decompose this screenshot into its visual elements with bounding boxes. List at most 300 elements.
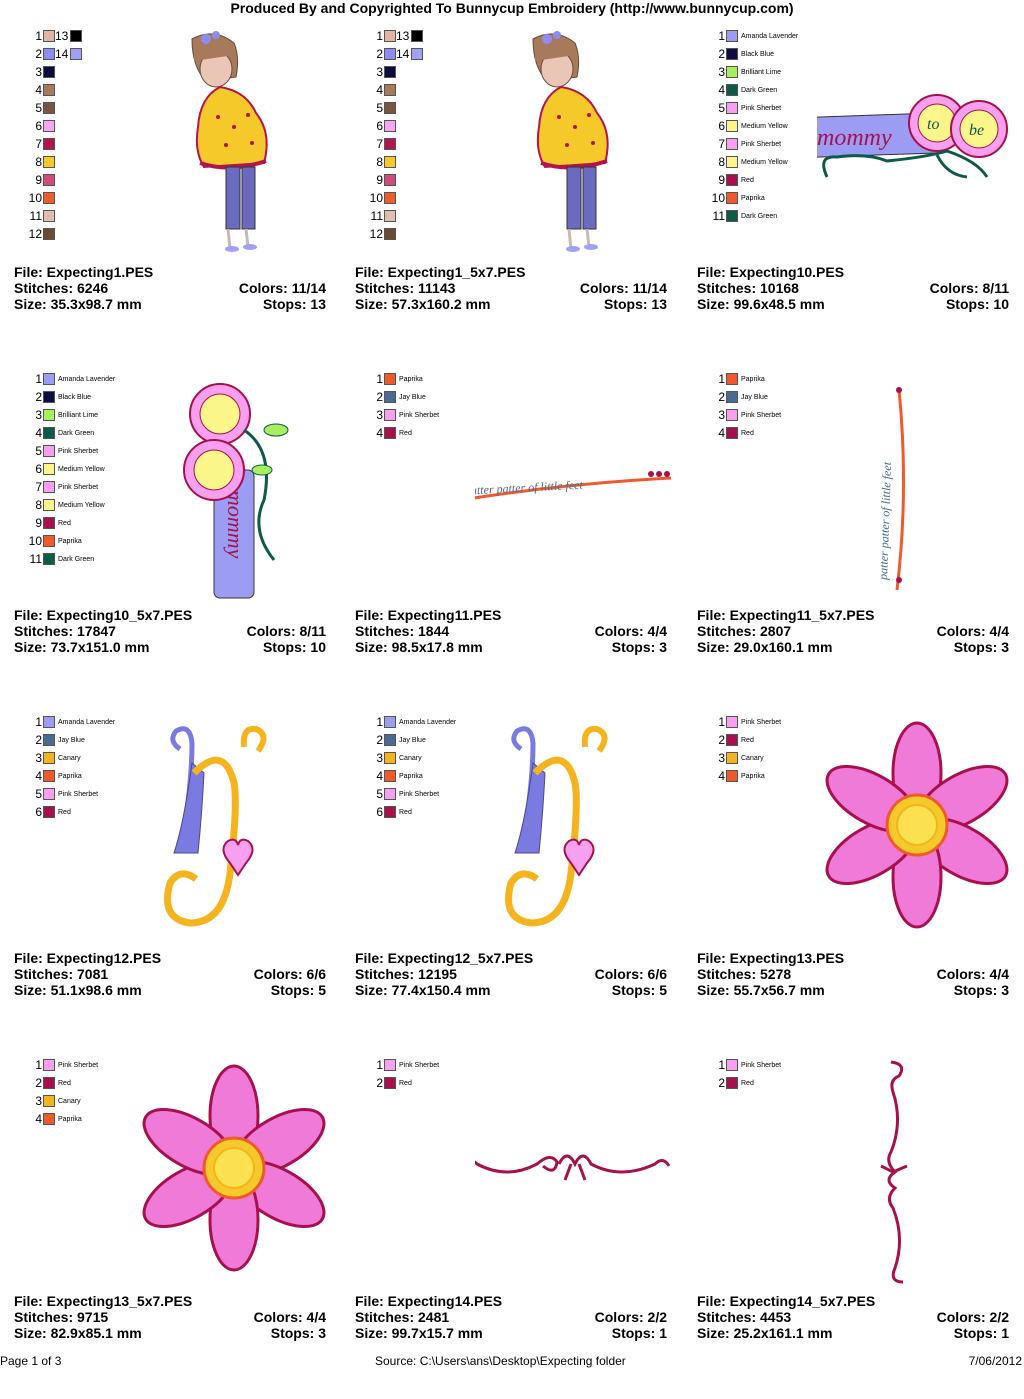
design-preview — [475, 713, 675, 943]
size-label: Size: — [355, 982, 392, 998]
design-preview — [134, 1056, 334, 1286]
thread-name: Red — [741, 177, 754, 184]
stops-label: Stops: — [611, 982, 660, 998]
thread-swatch — [70, 48, 82, 60]
thread-number: 1 — [376, 715, 383, 729]
thread-swatch — [384, 228, 396, 240]
phrase-vertical — [876, 387, 904, 590]
thread-swatch — [726, 120, 738, 132]
thread-swatch — [411, 30, 423, 42]
thread-number: 3 — [718, 408, 725, 422]
file-name: Expecting14_5x7.PES — [729, 1293, 876, 1309]
stops-label: Stops: — [611, 639, 660, 655]
source-path: Source: C:\Users\ans\Desktop\Expecting folder — [375, 1354, 626, 1368]
thread-number: 6 — [718, 119, 725, 133]
stop-count: 10 — [310, 639, 326, 655]
thread-number: 4 — [376, 426, 383, 440]
thread-swatch — [384, 1077, 396, 1089]
thread-name: Amanda Lavender — [399, 719, 457, 726]
file-name: Expecting12_5x7.PES — [387, 950, 534, 966]
thread-number: 2 — [35, 1076, 42, 1090]
thread-swatch — [43, 210, 55, 222]
thread-swatch — [43, 553, 55, 565]
thread-number: 1 — [35, 715, 42, 729]
thread-swatch — [726, 102, 738, 114]
thread-name: Amanda Lavender — [741, 33, 799, 40]
monogram-letter — [168, 729, 264, 923]
thread-number: 12 — [28, 227, 42, 241]
file-label: File: — [14, 950, 47, 966]
stitch-count: 1844 — [418, 623, 450, 639]
thread-number: 7 — [35, 137, 42, 151]
thread-name: Jay Blue — [399, 394, 426, 401]
thread-swatch — [43, 373, 55, 385]
thread-number: 1 — [718, 715, 725, 729]
thread-swatch — [384, 192, 396, 204]
design-preview — [475, 370, 675, 600]
thread-swatch — [726, 734, 738, 746]
design-size: 57.3x160.2 mm — [391, 296, 491, 312]
design-info — [14, 1293, 334, 1341]
girl-figure — [533, 31, 608, 252]
thread-number: 3 — [718, 65, 725, 79]
thread-name: Medium Yellow — [741, 123, 788, 130]
thread-name: Dark Green — [58, 556, 95, 563]
thread-swatch — [43, 156, 55, 168]
thread-swatch — [384, 752, 396, 764]
thread-name: Red — [399, 430, 412, 437]
size-label: Size: — [14, 639, 51, 655]
file-label: File: — [355, 607, 388, 623]
thread-swatch — [384, 770, 396, 782]
design-preview — [134, 713, 334, 943]
thread-swatch — [43, 30, 55, 42]
design-size: 73.7x151.0 mm — [50, 639, 150, 655]
file-label: File: — [697, 264, 730, 280]
colors-label: Colors: — [579, 280, 633, 296]
color-count: 11/14 — [632, 280, 667, 296]
design-size: 98.5x17.8 mm — [391, 639, 483, 655]
file-name: Expecting14.PES — [387, 1293, 503, 1309]
size-label: Size: — [697, 1325, 734, 1341]
size-label: Size: — [697, 639, 734, 655]
stops-label: Stops: — [262, 296, 311, 312]
thread-number: 1 — [718, 1058, 725, 1072]
thread-swatch — [384, 138, 396, 150]
thread-swatch — [43, 499, 55, 511]
stop-count: 3 — [1001, 982, 1009, 998]
thread-swatch — [384, 210, 396, 222]
thread-swatch — [43, 391, 55, 403]
design-info — [355, 607, 675, 655]
thread-swatch — [384, 788, 396, 800]
thread-number: 5 — [35, 101, 42, 115]
thread-swatch — [726, 192, 738, 204]
stitch-count: 11143 — [418, 280, 456, 296]
design-cell — [697, 27, 1017, 370]
design-info — [14, 264, 334, 312]
thread-name: Red — [741, 430, 754, 437]
thread-number: 6 — [376, 119, 383, 133]
thread-name: Brilliant Lime — [741, 69, 782, 76]
thread-name: Pink Sherbet — [741, 719, 782, 726]
file-label: File: — [355, 1293, 388, 1309]
colors-label: Colors: — [594, 623, 648, 639]
thread-swatch — [384, 716, 396, 728]
thread-swatch — [384, 84, 396, 96]
thread-swatch — [43, 84, 55, 96]
thread-name: Dark Green — [741, 87, 778, 94]
file-name: Expecting13.PES — [729, 950, 845, 966]
thread-swatch — [43, 66, 55, 78]
thread-name: Pink Sherbet — [58, 791, 99, 798]
color-count: 8/11 — [982, 280, 1009, 296]
colors-label: Colors: — [936, 1309, 990, 1325]
design-cell — [14, 713, 334, 1056]
thread-swatch — [384, 48, 396, 60]
thread-swatch — [43, 1077, 55, 1089]
thread-swatch — [43, 174, 55, 186]
thread-number: 11 — [712, 209, 725, 223]
color-count: 4/4 — [306, 1309, 326, 1325]
svg-text:to: to — [927, 116, 940, 133]
file-name: Expecting10_5x7.PES — [46, 607, 193, 623]
design-preview — [134, 27, 334, 257]
stitches-label: Stitches: — [355, 966, 419, 982]
stop-count: 1 — [659, 1325, 667, 1341]
bow-border-horizontal — [475, 1156, 669, 1180]
stitch-count: 9715 — [77, 1309, 109, 1325]
thread-number: 3 — [35, 65, 42, 79]
thread-swatch — [43, 788, 55, 800]
design-cell — [697, 1056, 1017, 1399]
thread-name: Paprika — [58, 773, 82, 780]
thread-swatch — [726, 66, 738, 78]
thread-name: Amanda Lavender — [58, 719, 116, 726]
thread-number: 11 — [29, 552, 42, 566]
thread-number: 14 — [396, 47, 410, 61]
thread-swatch — [43, 535, 55, 547]
thread-swatch — [726, 409, 738, 421]
thread-number: 10 — [369, 191, 383, 205]
thread-number: 1 — [35, 29, 42, 43]
stops-label: Stops: — [953, 1325, 1002, 1341]
file-name: Expecting10.PES — [729, 264, 845, 280]
thread-number: 3 — [376, 751, 383, 765]
design-size: 51.1x98.6 mm — [50, 982, 142, 998]
thread-name: Jay Blue — [741, 394, 768, 401]
thread-name: Paprika — [741, 773, 765, 780]
colors-label: Colors: — [246, 623, 300, 639]
thread-number: 7 — [35, 480, 42, 494]
stops-label: Stops: — [270, 1325, 319, 1341]
thread-swatch — [726, 391, 738, 403]
thread-swatch — [726, 48, 738, 60]
thread-number: 1 — [35, 372, 42, 386]
design-cell — [14, 27, 334, 370]
thread-number: 2 — [376, 47, 383, 61]
thread-name: Pink Sherbet — [58, 448, 99, 455]
thread-swatch — [384, 734, 396, 746]
file-name: Expecting11.PES — [387, 607, 502, 623]
color-count: 4/4 — [989, 623, 1009, 639]
thread-number: 12 — [369, 227, 383, 241]
stops-label: Stops: — [262, 639, 311, 655]
stop-count: 3 — [1001, 639, 1009, 655]
design-info — [355, 950, 675, 998]
stops-label: Stops: — [603, 296, 652, 312]
stops-label: Stops: — [953, 982, 1002, 998]
flower — [134, 1066, 334, 1270]
monogram-letter — [509, 729, 605, 923]
thread-name: Red — [58, 520, 71, 527]
file-name: Expecting13_5x7.PES — [46, 1293, 193, 1309]
thread-number: 1 — [718, 29, 725, 43]
color-count: 4/4 — [647, 623, 667, 639]
stitches-label: Stitches: — [14, 280, 78, 296]
thread-swatch — [43, 463, 55, 475]
thread-swatch — [726, 752, 738, 764]
thread-name: Amanda Lavender — [58, 376, 116, 383]
thread-swatch — [43, 1095, 55, 1107]
thread-name: Red — [58, 1080, 71, 1087]
color-count: 2/2 — [647, 1309, 667, 1325]
file-label: File: — [355, 264, 388, 280]
thread-swatch — [726, 210, 738, 222]
thread-number: 2 — [376, 390, 383, 404]
thread-name: Pink Sherbet — [58, 484, 99, 491]
thread-number: 2 — [718, 1076, 725, 1090]
size-label: Size: — [14, 1325, 51, 1341]
thread-swatch — [726, 1059, 738, 1071]
thread-swatch — [43, 192, 55, 204]
stops-label: Stops: — [953, 639, 1002, 655]
thread-number: 6 — [376, 805, 383, 819]
design-info — [355, 1293, 675, 1341]
thread-name: Pink Sherbet — [741, 412, 782, 419]
color-count: 8/11 — [299, 623, 326, 639]
thread-number: 9 — [718, 173, 725, 187]
stops-label: Stops: — [945, 296, 994, 312]
thread-number: 5 — [35, 787, 42, 801]
design-preview — [475, 1056, 675, 1286]
design-cell — [697, 713, 1017, 1056]
thread-swatch — [43, 138, 55, 150]
thread-swatch — [726, 1077, 738, 1089]
thread-name: Dark Green — [741, 213, 778, 220]
stitch-count: 7081 — [77, 966, 109, 982]
thread-name: Pink Sherbet — [741, 105, 782, 112]
thread-swatch — [726, 156, 738, 168]
thread-swatch — [726, 174, 738, 186]
thread-name: Dark Green — [58, 430, 95, 437]
thread-swatch — [726, 373, 738, 385]
thread-swatch — [384, 156, 396, 168]
svg-text:mommy: mommy — [817, 125, 892, 151]
stop-count: 13 — [310, 296, 326, 312]
thread-number: 2 — [35, 47, 42, 61]
thread-number: 10 — [28, 191, 42, 205]
svg-text:patter patter of little feet: patter patter of little feet — [876, 461, 895, 581]
thread-swatch — [384, 1059, 396, 1071]
thread-number: 9 — [35, 516, 42, 530]
size-label: Size: — [697, 982, 734, 998]
thread-number: 3 — [35, 751, 42, 765]
thread-name: Canary — [399, 755, 422, 762]
color-count: 4/4 — [989, 966, 1009, 982]
size-label: Size: — [355, 639, 392, 655]
thread-number: 9 — [376, 173, 383, 187]
thread-swatch — [384, 66, 396, 78]
svg-text:be: be — [969, 122, 985, 139]
colors-label: Colors: — [929, 280, 983, 296]
svg-text:patter patter of little feet: patter patter of little feet — [475, 477, 584, 498]
thread-number: 10 — [28, 534, 42, 548]
thread-name: Black Blue — [58, 394, 92, 401]
page-header: Produced By and Copyrighted To Bunnycup Embroidery (http://www.bunnycup.com) — [230, 0, 794, 16]
stitches-label: Stitches: — [697, 966, 761, 982]
thread-name: Pink Sherbet — [399, 791, 440, 798]
thread-number: 9 — [35, 173, 42, 187]
thread-name: Paprika — [741, 195, 765, 202]
design-info — [697, 607, 1017, 655]
design-size: 29.0x160.1 mm — [733, 639, 833, 655]
size-label: Size: — [14, 296, 51, 312]
size-label: Size: — [697, 296, 734, 312]
thread-name: Canary — [58, 755, 81, 762]
thread-number: 4 — [35, 1112, 42, 1126]
stitches-label: Stitches: — [697, 280, 761, 296]
thread-swatch — [726, 770, 738, 782]
thread-name: Red — [741, 737, 754, 744]
stitches-label: Stitches: — [14, 1309, 78, 1325]
thread-number: 5 — [376, 101, 383, 115]
bow-border-vertical — [881, 1062, 907, 1282]
thread-swatch — [384, 30, 396, 42]
design-cell — [355, 1056, 675, 1399]
color-count: 11/14 — [291, 280, 326, 296]
thread-number: 4 — [718, 426, 725, 440]
design-info — [355, 264, 675, 312]
thread-name: Red — [399, 809, 412, 816]
thread-number: 4 — [376, 83, 383, 97]
thread-number: 2 — [376, 1076, 383, 1090]
colors-label: Colors: — [238, 280, 292, 296]
thread-swatch — [43, 102, 55, 114]
thread-number: 8 — [35, 498, 42, 512]
thread-name: Pink Sherbet — [399, 412, 440, 419]
stitch-count: 10168 — [760, 280, 799, 296]
design-preview — [817, 713, 1017, 943]
thread-number: 4 — [718, 769, 725, 783]
thread-swatch — [726, 30, 738, 42]
thread-swatch — [43, 445, 55, 457]
thread-swatch — [43, 716, 55, 728]
thread-swatch — [43, 481, 55, 493]
svg-text:mommy: mommy — [223, 490, 248, 559]
file-label: File: — [14, 264, 47, 280]
stitch-count: 5278 — [760, 966, 792, 982]
colors-label: Colors: — [253, 966, 307, 982]
stitch-count: 6246 — [77, 280, 109, 296]
file-label: File: — [697, 950, 730, 966]
thread-swatch — [384, 373, 396, 385]
stitches-label: Stitches: — [355, 280, 419, 296]
thread-swatch — [411, 48, 423, 60]
thread-swatch — [43, 806, 55, 818]
thread-number: 3 — [376, 65, 383, 79]
design-size: 99.7x15.7 mm — [391, 1325, 483, 1341]
thread-swatch — [726, 427, 738, 439]
thread-number: 8 — [35, 155, 42, 169]
thread-swatch — [43, 48, 55, 60]
page-number: Page 1 of 3 — [0, 1354, 62, 1368]
mommy-to-be-horizontal — [817, 95, 1007, 177]
thread-swatch — [43, 734, 55, 746]
design-cell — [355, 27, 675, 370]
thread-swatch — [70, 30, 82, 42]
design-info — [14, 950, 334, 998]
stop-count: 5 — [318, 982, 326, 998]
thread-swatch — [384, 427, 396, 439]
thread-number: 5 — [718, 101, 725, 115]
design-size: 99.6x48.5 mm — [733, 296, 825, 312]
thread-name: Red — [741, 1080, 754, 1087]
mommy-to-be-vertical — [184, 384, 288, 598]
thread-swatch — [43, 409, 55, 421]
file-name: Expecting12.PES — [46, 950, 162, 966]
design-preview — [817, 27, 1017, 257]
thread-number: 8 — [376, 155, 383, 169]
thread-name: Pink Sherbet — [741, 1062, 782, 1069]
stitches-label: Stitches: — [697, 1309, 761, 1325]
thread-name: Paprika — [399, 773, 423, 780]
design-size: 55.7x56.7 mm — [733, 982, 825, 998]
thread-name: Red — [58, 809, 71, 816]
design-info — [697, 1293, 1017, 1341]
thread-number: 2 — [718, 47, 725, 61]
file-label: File: — [14, 1293, 47, 1309]
file-label: File: — [355, 950, 388, 966]
stops-label: Stops: — [611, 1325, 660, 1341]
color-count: 6/6 — [306, 966, 326, 982]
design-info — [697, 950, 1017, 998]
design-preview — [475, 27, 675, 257]
thread-number: 1 — [376, 29, 383, 43]
thread-name: Canary — [741, 755, 764, 762]
color-count: 2/2 — [989, 1309, 1009, 1325]
thread-number: 4 — [718, 83, 725, 97]
colors-label: Colors: — [936, 623, 990, 639]
colors-label: Colors: — [594, 966, 648, 982]
stitch-count: 12195 — [418, 966, 457, 982]
stop-count: 13 — [651, 296, 667, 312]
thread-number: 11 — [29, 209, 42, 223]
thread-number: 5 — [376, 787, 383, 801]
thread-name: Paprika — [741, 376, 765, 383]
design-cell — [14, 370, 334, 713]
thread-number: 2 — [35, 390, 42, 404]
thread-name: Jay Blue — [399, 737, 426, 744]
thread-swatch — [43, 752, 55, 764]
thread-number: 13 — [55, 29, 69, 43]
thread-name: Pink Sherbet — [399, 1062, 440, 1069]
thread-swatch — [384, 806, 396, 818]
thread-swatch — [43, 1059, 55, 1071]
thread-number: 2 — [718, 390, 725, 404]
size-label: Size: — [14, 982, 51, 998]
thread-name: Red — [399, 1080, 412, 1087]
